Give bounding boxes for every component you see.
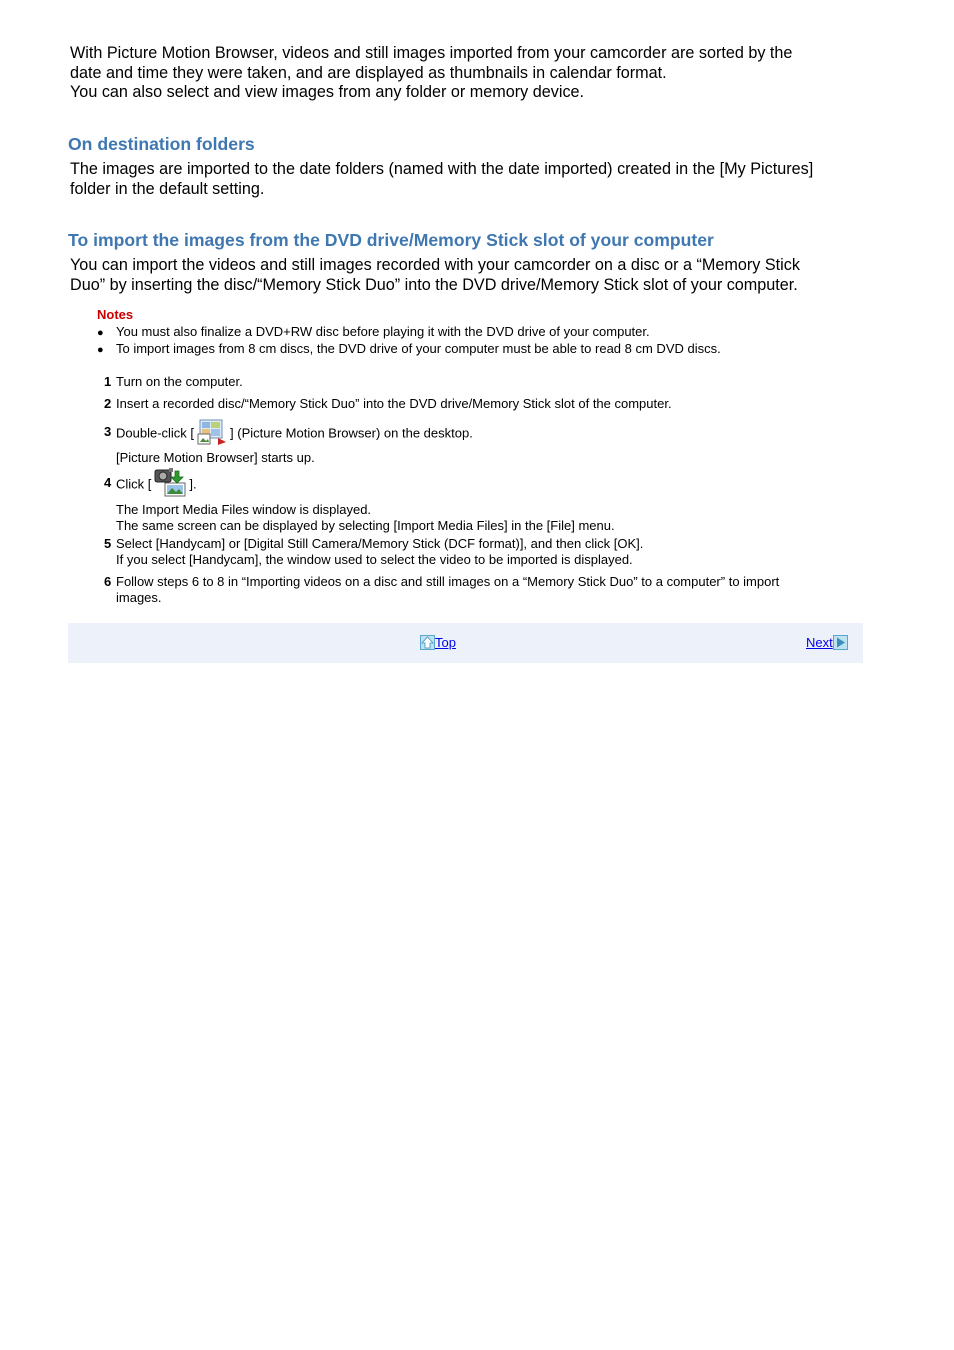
notes-label: Notes — [97, 307, 134, 322]
picture-motion-browser-icon — [196, 418, 228, 444]
step-2 — [104, 396, 864, 412]
step-number: 3 — [104, 424, 112, 439]
step-text: [Picture Motion Browser] starts up. — [116, 450, 315, 465]
step-number: 6 — [104, 574, 112, 589]
import-line-1: You can import the videos and still images recorded with your camcorder on a disc or a “Memory Stick — [70, 256, 800, 274]
next-link[interactable]: Next — [806, 635, 848, 650]
arrow-up-icon — [420, 635, 435, 650]
import-line-2: Duo” by inserting the disc/“Memory Stick Duo” into the DVD drive/Memory Stick slot of your computer. — [70, 275, 798, 294]
step-text: Click [ ]. — [116, 475, 864, 495]
step-6 — [104, 574, 864, 606]
intro-paragraph — [70, 44, 890, 103]
step-3 — [104, 424, 864, 466]
step-text: Select [Handycam] or [Digital Still Camera/Memory Stick (DCF format)], and then click [OK]. — [116, 536, 644, 551]
step-number: 1 — [104, 374, 112, 389]
intro-line-2: date and time they were taken, and are displayed as thumbnails in calendar format. — [70, 63, 667, 82]
step-5 — [104, 536, 864, 568]
step-text: Follow steps 6 to 8 in “Importing videos on a disc and still images on a “Memory Stick Duo” to a computer” to import — [116, 574, 780, 589]
footer-nav-bar — [68, 623, 863, 663]
step-number: 2 — [104, 396, 112, 411]
section-heading-destination-folders: On destination folders — [68, 134, 255, 154]
destination-line-1: The images are imported to the date folders (named with the date imported) created in the [My Pictures] — [70, 160, 814, 178]
step-4 — [104, 475, 864, 534]
import-dvd-paragraph — [70, 256, 890, 295]
step-text: If you select [Handycam], the window used to select the video to be imported is displayed. — [116, 552, 633, 567]
step-1 — [104, 374, 864, 390]
step-text: images. — [116, 590, 162, 605]
section-heading-import-dvd: To import the images from the DVD drive/Memory Stick slot of your computer — [68, 230, 714, 250]
bullet-icon: ● — [97, 344, 104, 356]
step-text: The same screen can be displayed by selecting [Import Media Files] in the [File] menu. — [116, 518, 615, 533]
bullet-icon: ● — [97, 327, 104, 339]
step-text: Double-click [ ] (Picture Motion Browser) on the desktop. — [116, 424, 864, 444]
intro-line-1: With Picture Motion Browser, videos and still images imported from your camcorder are sorted by the — [70, 44, 793, 62]
step-text: The Import Media Files window is displayed. — [116, 502, 372, 517]
note-item: ● You must also finalize a DVD+RW disc before playing it with the DVD drive of your computer. — [97, 324, 650, 339]
destination-folders-paragraph — [70, 160, 890, 199]
destination-line-2: folder in the default setting. — [70, 179, 265, 198]
top-link[interactable]: Top — [420, 635, 456, 650]
note-item: ● To import images from 8 cm discs, the DVD drive of your computer must be able to read 8 cm DVD discs. — [97, 341, 721, 356]
import-media-icon — [153, 467, 187, 495]
step-text: Insert a recorded disc/“Memory Stick Duo” into the DVD drive/Memory Stick slot of the computer. — [116, 396, 672, 411]
arrow-right-icon — [833, 635, 848, 650]
intro-line-3: You can also select and view images from any folder or memory device. — [70, 83, 585, 102]
step-text: Turn on the computer. — [116, 374, 243, 389]
step-number: 4 — [104, 475, 112, 490]
step-number: 5 — [104, 536, 112, 551]
